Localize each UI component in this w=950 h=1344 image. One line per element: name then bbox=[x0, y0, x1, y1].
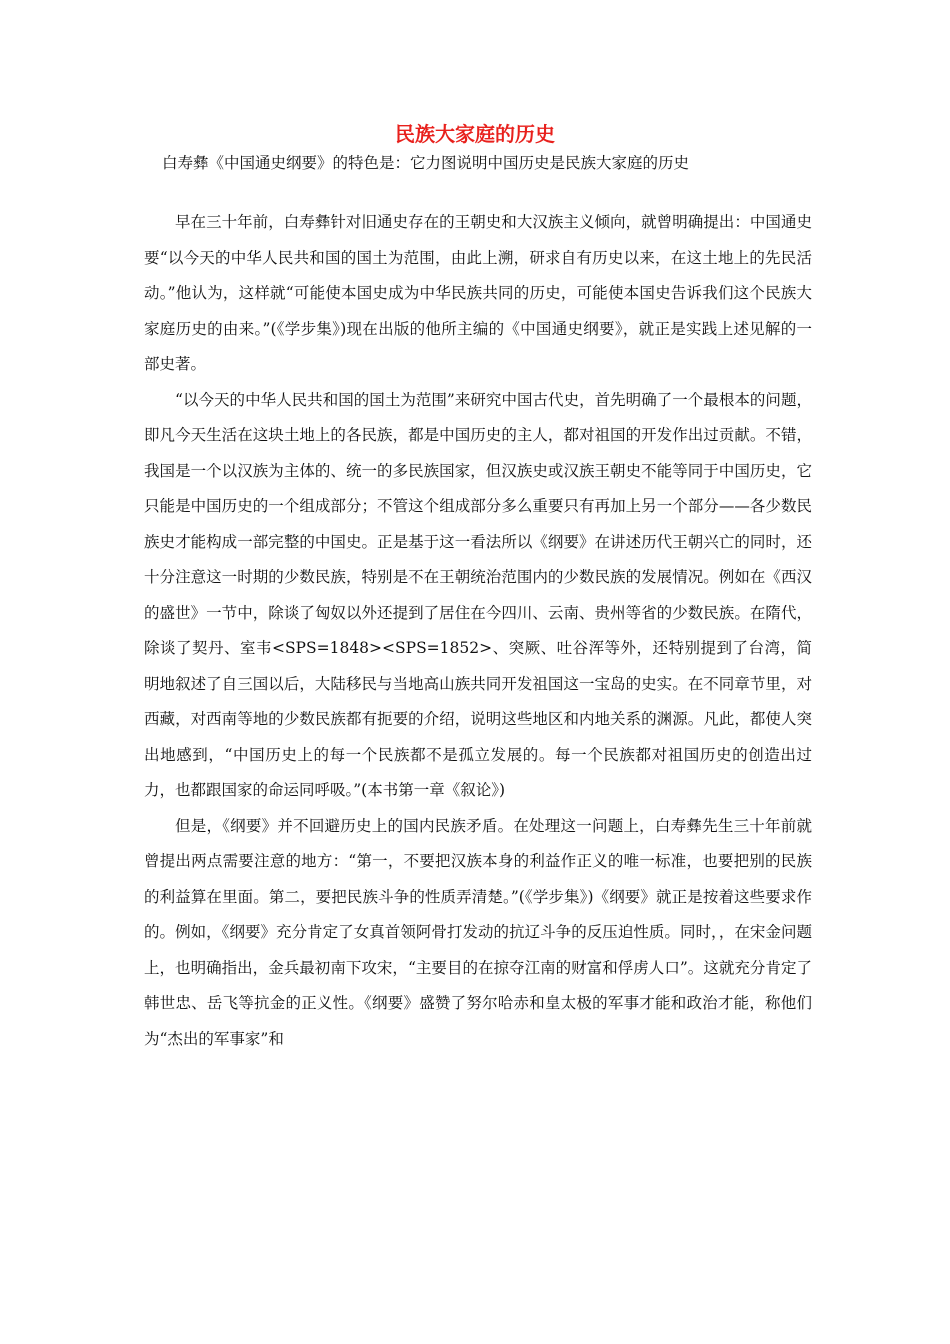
paragraph-1: 早在三十年前，白寿彝针对旧通史存在的王朝史和大汉族主义倾向，就曾明确提出：中国通史要“以今天的中华人民共和国的国土为范围，由此上溯，研求自有历史以来，在这土地上的先民活动。”他认为，这样就“可能使本国史成为中华民族共同的历史，可能使本国史告诉我们这个民族大家庭历史的由来。”(《学步集》)现在出版的他所主编的《中国通史纲要》，就正是实践上述见解的一部史著。 bbox=[144, 213, 812, 373]
document-subtitle: 白寿彝《中国通史纲要》的特色是：它力图说明中国历史是民族大家庭的历史 bbox=[162, 154, 690, 172]
paragraph-3: 但是，《纲要》并不回避历史上的国内民族矛盾。在处理这一问题上，白寿彝先生三十年前就曾提出两点需要注意的地方：“第一，不要把汉族本身的利益作正义的唯一标准，也要把别的民族的利益算在里面。第二，要把民族斗争的性质弄清楚。”(《学步集》)《纲要》就正是按着这些要求作的。例如，《纲要》充分肯定了女真首领阿骨打发动的抗辽斗争的反压迫性质。同时，，在宋金问题上，也明确指出，金兵最初南下攻宋，“主要目的在掠夺江南的财富和俘虏人口”。这就充分肯定了韩世忠、岳飞等抗金的正义性。《纲要》盛赞了努尔哈赤和皇太极的军事才能和政治才能，称他们为“杰出的军事家”和 bbox=[144, 816, 812, 1048]
document-title: 民族大家庭的历史 bbox=[395, 122, 555, 146]
paragraph-2: “以今天的中华人民共和国的国土为范围”来研究中国古代史，首先明确了一个最根本的问题，即凡今天生活在这块土地上的各民族，都是中国历史的主人，都对祖国的开发作出过贡献。不错，我国是一个以汉族为主体的、统一的多民族国家，但汉族史或汉族王朝史不能等同于中国历史，它只能是中国历史的一个组成部分；不管这个组成部分多么重要只有再加上另一个部分——各少数民族史才能构成一部完整的中国史。正是基于这一看法所以《纲要》在讲述历代王朝兴亡的同时，还十分注意这一时期的少数民族，特别是不在王朝统治范围内的少数民族的发展情况。例如在《西汉的盛世》一节中，除谈了匈奴以外还提到了居住在今四川、云南、贵州等省的少数民族。在隋代，除谈了契丹、室韦<SPS=1848><SPS=1852>、突厥、吐谷浑等外，还特别提到了台湾，简明地叙述了自三国以后，大陆移民与当地高山族共同开发祖国这一宝岛的史实。在不同章节里，对西藏，对西南等地的少数民族都有扼要的介绍，说明这些地区和内地关系的渊源。凡此，都使人突出地感到，“中国历史上的每一个民族都不是孤立发展的。每一个民族都对祖国历史的创造出过力，也都跟国家的命运同呼吸。”(本书第一章《叙论》) bbox=[144, 390, 812, 799]
document-body bbox=[144, 205, 812, 1057]
